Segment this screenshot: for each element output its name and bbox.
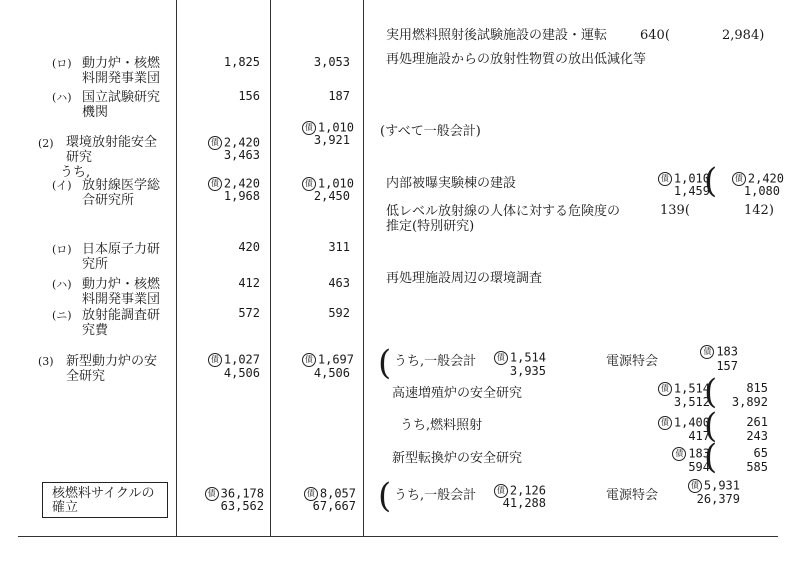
bond-badge-icon: 債 bbox=[205, 487, 219, 501]
badge-value-cell: 債 2,126 bbox=[470, 484, 546, 498]
value-cell: 156 bbox=[238, 89, 260, 103]
value-cell: 2,450 bbox=[313, 189, 350, 203]
row-label: 核燃料サイクルの bbox=[52, 486, 155, 501]
column-rule-1 bbox=[176, 0, 177, 536]
value-cell: 311 bbox=[328, 240, 350, 254]
bond-badge-icon: 債 bbox=[494, 484, 508, 498]
item-label: うち,燃料照射 bbox=[400, 418, 483, 433]
row-label: 料開発事業団 bbox=[82, 71, 161, 86]
note-text: (すべて一般会計) bbox=[380, 124, 481, 139]
badge-value-cell: 債 1,010 bbox=[284, 177, 354, 191]
value-cell: 261 bbox=[746, 415, 768, 429]
badge-value-cell: 債 2,420 bbox=[190, 136, 260, 150]
bond-badge-icon: 債 bbox=[208, 353, 222, 367]
badge-value-cell: 債 183 bbox=[640, 447, 710, 461]
bond-badge-icon: 債 bbox=[494, 351, 508, 365]
value-cell: 3,053 bbox=[313, 55, 350, 69]
top-item-value: 640( bbox=[640, 28, 670, 43]
value-cell: 3,935 bbox=[509, 364, 546, 378]
row-label: 放射能調査研 bbox=[82, 308, 161, 323]
open-paren: ( bbox=[704, 406, 718, 446]
value-cell: 4,506 bbox=[223, 366, 260, 380]
value-cell: 592 bbox=[328, 306, 350, 320]
value-cell: 815 bbox=[746, 381, 768, 395]
bond-badge-icon: 債 bbox=[658, 416, 672, 430]
badge-value-cell: 債 1,697 bbox=[284, 353, 354, 367]
bond-badge-icon: 債 bbox=[208, 136, 222, 150]
item-label: 新型転換炉の安全研究 bbox=[392, 451, 523, 466]
row-mark: (3) bbox=[38, 355, 54, 368]
badge-value-cell: 債 1,027 bbox=[190, 353, 260, 367]
account-label: うち,一般会計 bbox=[394, 488, 477, 503]
row-mark: (イ) bbox=[52, 179, 72, 192]
row-label: 日本原子力研 bbox=[82, 242, 161, 257]
dengen-label: 電源特会 bbox=[606, 488, 659, 503]
badge-value-cell: 債 1,514 bbox=[640, 382, 710, 396]
top-item-title: 実用燃料照射後試験施設の建設・運転 bbox=[386, 28, 608, 43]
note-text: 内部被曝実験棟の建設 bbox=[386, 176, 517, 191]
row-label: 料開発事業団 bbox=[82, 292, 161, 307]
value-cell: 65 bbox=[753, 446, 768, 460]
note-value: 139( bbox=[660, 203, 690, 218]
column-rule-2 bbox=[270, 0, 271, 536]
value-cell: 67,667 bbox=[312, 499, 356, 513]
badge-value-cell: 債 2,420 bbox=[712, 172, 784, 186]
open-paren: ( bbox=[704, 372, 718, 412]
row-label: 機関 bbox=[82, 105, 109, 120]
bond-badge-icon: 債 bbox=[302, 353, 316, 367]
open-paren: ( bbox=[704, 161, 718, 201]
note-text: 推定(特別研究) bbox=[386, 219, 475, 234]
value-cell: 585 bbox=[746, 460, 768, 474]
row-label: 研究 bbox=[66, 150, 93, 165]
badge-value-cell: 債 1,514 bbox=[470, 351, 546, 365]
row-label: 環境放射能安全 bbox=[66, 135, 158, 150]
value-cell: 187 bbox=[328, 89, 350, 103]
badge-value-cell: 債 5,931 bbox=[668, 479, 740, 493]
badge-value-cell: 債 2,420 bbox=[190, 177, 260, 191]
value-cell: 41,288 bbox=[502, 496, 546, 510]
row-label: 究費 bbox=[82, 323, 109, 338]
value-cell: 243 bbox=[746, 429, 768, 443]
value-cell: 3,921 bbox=[313, 133, 350, 147]
row-label: 動力炉・核燃 bbox=[82, 56, 161, 71]
badge-value-cell: 債 183 bbox=[676, 345, 738, 359]
bond-badge-icon: 債 bbox=[658, 172, 672, 186]
badge-value-cell: 債 1,400 bbox=[640, 416, 710, 430]
badge-value-cell: 債 1,010 bbox=[640, 172, 710, 186]
value-cell: 1,825 bbox=[223, 55, 260, 69]
value-cell: 594 bbox=[688, 460, 710, 474]
value-cell: 1,968 bbox=[223, 189, 260, 203]
badge-value-cell: 債 1,010 bbox=[284, 121, 354, 135]
bond-badge-icon: 債 bbox=[700, 345, 714, 359]
account-label: うち,一般会計 bbox=[394, 354, 477, 369]
value-cell: 417 bbox=[688, 429, 710, 443]
row-mark: (ニ) bbox=[52, 309, 72, 322]
row-mark: (ロ) bbox=[52, 243, 72, 256]
bond-badge-icon: 債 bbox=[672, 447, 686, 461]
item-label: 高速増殖炉の安全研究 bbox=[392, 386, 523, 401]
note-text: 低レベル放射線の人体に対する危険度の bbox=[386, 204, 621, 219]
badge-value-cell: 債 8,057 bbox=[280, 487, 356, 501]
table-bottom-rule bbox=[18, 536, 778, 537]
row-label: 合研究所 bbox=[82, 193, 135, 208]
top-item-paren-value: 2,984) bbox=[722, 28, 765, 43]
row-label: 究所 bbox=[82, 257, 109, 272]
bond-badge-icon: 債 bbox=[302, 121, 316, 135]
row-label: 確立 bbox=[52, 500, 79, 515]
row-label: 国立試験研究 bbox=[82, 90, 161, 105]
value-cell: 412 bbox=[238, 276, 260, 290]
row-mark: (2) bbox=[38, 137, 54, 150]
row-label: 新型動力炉の安 bbox=[66, 354, 158, 369]
bond-badge-icon: 債 bbox=[732, 172, 746, 186]
column-rule-3 bbox=[363, 0, 364, 536]
open-paren: ( bbox=[378, 343, 392, 383]
row-mark: (ハ) bbox=[52, 91, 72, 104]
value-cell: 26,379 bbox=[696, 492, 740, 506]
badge-value-cell: 債 36,178 bbox=[182, 487, 264, 501]
open-paren: ( bbox=[704, 437, 718, 477]
row-label: 全研究 bbox=[66, 369, 106, 384]
uchi-label: うち, bbox=[60, 165, 91, 180]
value-cell: 3,892 bbox=[731, 395, 768, 409]
note-paren-value: 142) bbox=[744, 203, 774, 218]
bond-badge-icon: 債 bbox=[688, 479, 702, 493]
bond-badge-icon: 債 bbox=[302, 177, 316, 191]
value-cell: 63,562 bbox=[220, 499, 264, 513]
value-cell: 420 bbox=[238, 240, 260, 254]
bond-badge-icon: 債 bbox=[304, 487, 318, 501]
value-cell: 1,459 bbox=[673, 184, 710, 198]
value-cell: 3,512 bbox=[673, 395, 710, 409]
value-cell: 3,463 bbox=[223, 148, 260, 162]
open-paren: ( bbox=[378, 476, 392, 516]
note-text: 再処理施設からの放射性物質の放出低減化等 bbox=[386, 52, 647, 67]
row-mark: (ロ) bbox=[52, 57, 72, 70]
note-text: 再処理施設周辺の環境調査 bbox=[386, 271, 543, 286]
bond-badge-icon: 債 bbox=[208, 177, 222, 191]
value-cell: 157 bbox=[716, 359, 738, 373]
row-label: 動力炉・核燃 bbox=[82, 277, 161, 292]
value-cell: 572 bbox=[238, 306, 260, 320]
value-cell: 1,080 bbox=[743, 184, 780, 198]
value-cell: 4,506 bbox=[313, 366, 350, 380]
row-label: 放射線医学総 bbox=[82, 178, 161, 193]
value-cell: 463 bbox=[328, 276, 350, 290]
bond-badge-icon: 債 bbox=[658, 382, 672, 396]
row-mark: (ハ) bbox=[52, 278, 72, 291]
dengen-label: 電源特会 bbox=[606, 354, 659, 369]
